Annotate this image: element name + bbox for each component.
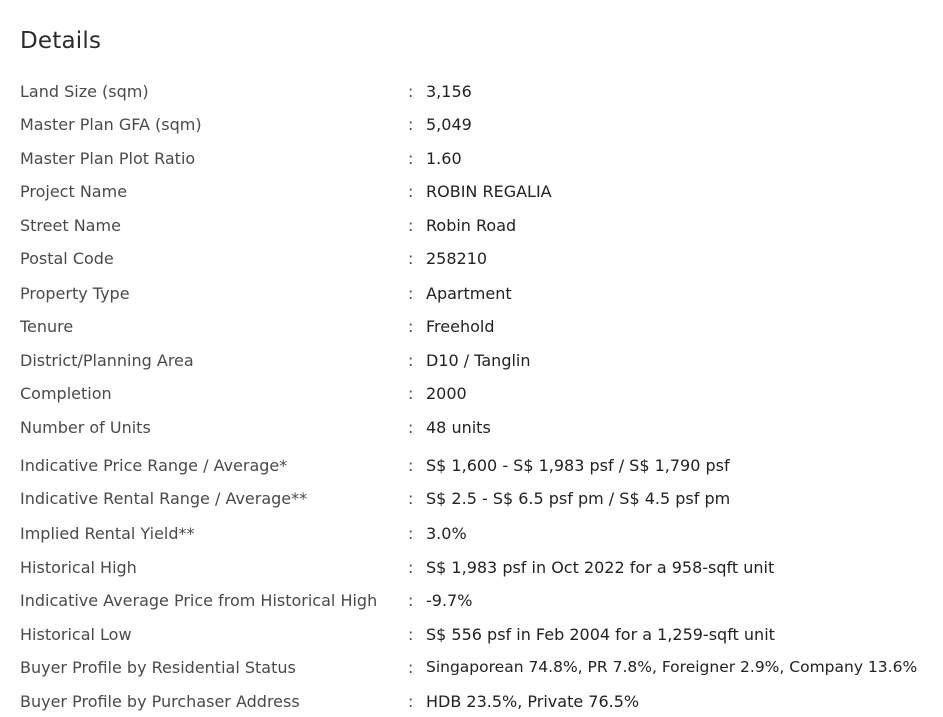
row-value: Apartment [426,283,512,303]
row-value: -9.7% [426,590,473,610]
detail-row-indicative-rental [20,485,943,511]
row-value: D10 / Tanglin [426,350,531,370]
row-separator: : [408,350,414,370]
row-separator: : [408,590,414,610]
detail-row-district [20,347,943,373]
row-value: Singaporean 74.8%, PR 7.8%, Foreigner 2.9%, Company 13.6% [426,658,918,676]
row-separator: : [408,488,414,508]
row-separator: : [408,316,414,336]
row-label: Indicative Rental Range / Average** [20,488,308,508]
detail-row-tenure [20,313,943,339]
row-label: Tenure [20,316,74,336]
detail-row-indicative-price [20,452,943,478]
row-value: 2000 [426,383,467,403]
row-label: Project Name [20,181,128,201]
detail-row-rental-yield [20,520,943,546]
row-value: 5,049 [426,114,472,134]
detail-row-postal-code [20,245,943,271]
row-separator: : [408,283,414,303]
row-value: S$ 1,983 psf in Oct 2022 for a 958-sqft unit [426,557,775,577]
detail-row-buyer-purchaser-address [20,688,943,714]
row-separator: : [408,657,414,677]
row-value: 3.0% [426,523,467,543]
row-value: S$ 2.5 - S$ 6.5 psf pm / S$ 4.5 psf pm [426,488,731,508]
row-separator: : [408,215,414,235]
detail-row-historical-low [20,621,943,647]
detail-row-master-plan-gfa [20,111,943,137]
row-separator: : [408,624,414,644]
row-label: Historical High [20,557,137,577]
row-label: Buyer Profile by Purchaser Address [20,691,300,711]
row-label: Master Plan Plot Ratio [20,148,196,168]
row-label: Master Plan GFA (sqm) [20,114,202,134]
row-separator: : [408,557,414,577]
row-value: S$ 556 psf in Feb 2004 for a 1,259-sqft unit [426,624,775,644]
detail-row-number-of-units [20,414,943,440]
row-value: Freehold [426,316,495,336]
detail-row-completion [20,380,943,406]
row-separator: : [408,523,414,543]
row-separator: : [408,417,414,437]
detail-row-buyer-residential-status [20,654,943,680]
section-title: Details [20,28,102,54]
detail-row-avg-price-from-high [20,587,943,613]
row-separator: : [408,691,414,711]
row-label: Historical Low [20,624,132,644]
row-label: Buyer Profile by Residential Status [20,657,296,677]
row-separator: : [408,148,414,168]
detail-row-historical-high [20,554,943,580]
row-separator: : [408,383,414,403]
row-label: Number of Units [20,417,151,437]
row-separator: : [408,455,414,475]
row-value: 258210 [426,248,488,268]
row-value: 1.60 [426,148,462,168]
row-separator: : [408,248,414,268]
row-value: S$ 1,600 - S$ 1,983 psf / S$ 1,790 psf [426,455,730,475]
detail-row-land-size [20,78,943,104]
row-value: Robin Road [426,215,517,235]
row-separator: : [408,81,414,101]
row-label: District/Planning Area [20,350,194,370]
row-label: Implied Rental Yield** [20,523,195,543]
row-value: HDB 23.5%, Private 76.5% [426,691,640,711]
row-value: ROBIN REGALIA [426,181,552,201]
row-label: Indicative Price Range / Average* [20,455,288,475]
row-separator: : [408,114,414,134]
detail-row-plot-ratio [20,145,943,171]
row-label: Street Name [20,215,121,235]
row-label: Property Type [20,283,130,303]
row-value: 48 units [426,417,491,437]
row-separator: : [408,181,414,201]
row-label: Land Size (sqm) [20,81,149,101]
detail-row-project-name [20,178,943,204]
detail-row-property-type [20,280,943,306]
row-label: Completion [20,383,112,403]
detail-row-street-name [20,212,943,238]
row-label: Indicative Average Price from Historical High [20,590,378,610]
row-value: 3,156 [426,81,472,101]
row-label: Postal Code [20,248,114,268]
